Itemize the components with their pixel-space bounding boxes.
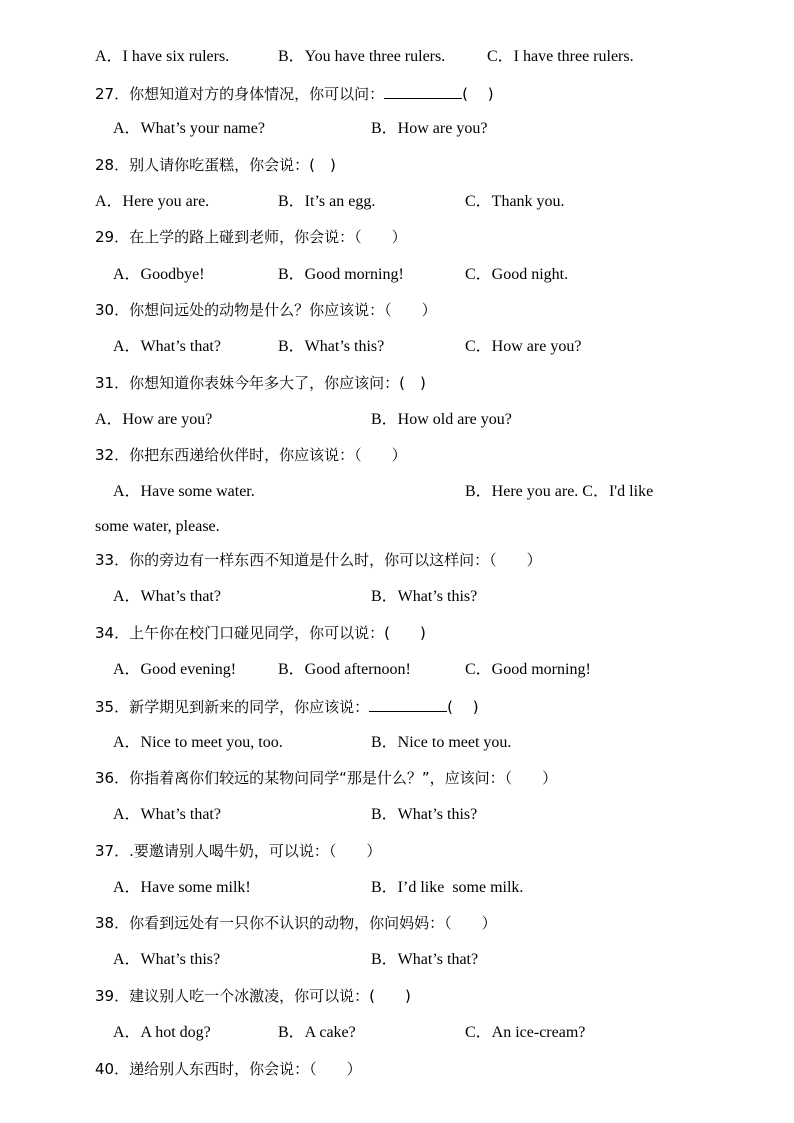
- answer-parentheses[interactable]: ( ): [384, 624, 426, 642]
- answer-option: B．How old are you?: [371, 411, 512, 428]
- question-line: [95, 373, 426, 393]
- question-number: 29．: [95, 228, 130, 246]
- question-text: 在上学的路上碰到老师，你会说：: [129, 228, 355, 246]
- answer-option: A．What’s your name?: [113, 120, 265, 137]
- question-line: [95, 300, 437, 320]
- answer-option: A．What’s this?: [113, 951, 221, 968]
- question-text: 你指着离你们较远的某物问同学“那是什么？”，应该问：: [129, 769, 505, 787]
- question-line: [95, 445, 407, 465]
- answer-option: C．I have three rulers.: [487, 48, 634, 65]
- question-text: 上午你在校门口碰见同学，你可以说：: [129, 624, 385, 642]
- answer-option: C．Good night.: [465, 266, 569, 283]
- answer-option: C．An ice-cream?: [465, 1024, 586, 1041]
- answer-option: B．What’s this?: [371, 588, 478, 605]
- answer-option: C．Thank you.: [465, 193, 565, 210]
- answer-option: some water, please.: [95, 518, 220, 535]
- question-text: 你的旁边有一样东西不知道是什么时，你可以这样问：: [129, 551, 490, 569]
- question-text: 新学期见到新来的同学，你应该说：: [129, 698, 370, 716]
- question-text: 别人请你吃蛋糕，你会说：: [129, 156, 310, 174]
- question-line: [95, 1059, 362, 1079]
- answer-option: A．What’s that?: [113, 806, 221, 823]
- answer-parentheses[interactable]: （ ）: [489, 551, 542, 569]
- answer-blank[interactable]: [384, 83, 462, 99]
- answer-option: A．Goodbye!: [113, 266, 205, 283]
- answer-option: B．Good morning!: [278, 266, 404, 283]
- question-number: 31．: [95, 374, 130, 392]
- question-line: [95, 768, 557, 788]
- answer-blank[interactable]: [369, 696, 447, 712]
- question-number: 32．: [95, 446, 130, 464]
- answer-option: A．A hot dog?: [113, 1024, 211, 1041]
- question-text: 建议别人吃一个冰激凌，你可以说：: [129, 987, 370, 1005]
- question-line: [95, 227, 407, 247]
- answer-option: A．Have some milk!: [113, 879, 251, 896]
- question-line: [95, 550, 542, 570]
- answer-parentheses[interactable]: ( ): [309, 156, 336, 174]
- answer-option: A．I have six rulers.: [95, 48, 230, 65]
- question-number: 39．: [95, 987, 130, 1005]
- answer-parentheses[interactable]: （ ）: [504, 769, 558, 787]
- question-number: 33．: [95, 551, 130, 569]
- answer-option: B．Here you are. C．I'd like: [465, 483, 654, 500]
- answer-option: C．Good morning!: [465, 661, 591, 678]
- question-text: 递给别人东西时，你会说：: [129, 1060, 310, 1078]
- question-number: 30．: [95, 301, 130, 319]
- question-text: 你想问远处的动物是什么？你应该说：: [129, 301, 385, 319]
- question-number: 40．: [95, 1060, 130, 1078]
- question-line: [95, 83, 494, 103]
- answer-option: C．How are you?: [465, 338, 582, 355]
- answer-option: A．How are you?: [95, 411, 213, 428]
- question-text: 你把东西递给伙伴时，你应该说：: [129, 446, 355, 464]
- question-line: [95, 913, 497, 933]
- answer-parentheses[interactable]: （ ）: [354, 446, 407, 464]
- question-text: .要邀请别人喝牛奶，可以说：: [129, 842, 329, 860]
- question-line: [95, 696, 479, 716]
- answer-option: B．A cake?: [278, 1024, 356, 1041]
- answer-parentheses[interactable]: （ ）: [309, 1060, 362, 1078]
- question-text: 你想知道你表妹今年多大了，你应该问：: [129, 374, 400, 392]
- question-line: [95, 986, 411, 1006]
- question-line: [95, 155, 336, 175]
- answer-option: B．How are you?: [371, 120, 488, 137]
- answer-option: B．You have three rulers.: [278, 48, 446, 65]
- answer-parentheses[interactable]: ( ): [399, 374, 426, 392]
- question-line: [95, 841, 381, 861]
- question-text: 你看到远处有一只你不认识的动物，你问妈妈：: [129, 914, 445, 932]
- answer-parentheses[interactable]: （ ）: [328, 842, 382, 860]
- question-number: 28．: [95, 156, 130, 174]
- answer-parentheses[interactable]: ( ): [462, 85, 494, 103]
- answer-option: B．What’s this?: [371, 806, 478, 823]
- question-line: [95, 623, 426, 643]
- answer-parentheses[interactable]: ( ): [447, 698, 479, 716]
- answer-parentheses[interactable]: （ ）: [354, 228, 407, 246]
- answer-option: B．What’s this?: [278, 338, 385, 355]
- answer-option: A．Good evening!: [113, 661, 237, 678]
- answer-option: A．Here you are.: [95, 193, 210, 210]
- question-text: 你想知道对方的身体情况，你可以问：: [129, 85, 385, 103]
- answer-option: A．What’s that?: [113, 588, 221, 605]
- question-number: 36．: [95, 769, 130, 787]
- answer-option: A．Nice to meet you, too.: [113, 734, 283, 751]
- question-number: 35．: [95, 698, 130, 716]
- answer-parentheses[interactable]: （ ）: [384, 301, 437, 319]
- answer-option: A．Have some water.: [113, 483, 255, 500]
- answer-parentheses[interactable]: ( ): [369, 987, 411, 1005]
- answer-option: B．What’s that?: [371, 951, 479, 968]
- answer-option: A．What’s that?: [113, 338, 221, 355]
- answer-option: B．It’s an egg.: [278, 193, 376, 210]
- question-number: 34．: [95, 624, 130, 642]
- question-number: 38．: [95, 914, 130, 932]
- question-number: 27．: [95, 85, 130, 103]
- answer-parentheses[interactable]: （ ）: [444, 914, 497, 932]
- question-number: 37．: [95, 842, 130, 860]
- answer-option: B．Good afternoon!: [278, 661, 411, 678]
- answer-option: B．Nice to meet you.: [371, 734, 512, 751]
- answer-option: B．I’d like some milk.: [371, 879, 524, 896]
